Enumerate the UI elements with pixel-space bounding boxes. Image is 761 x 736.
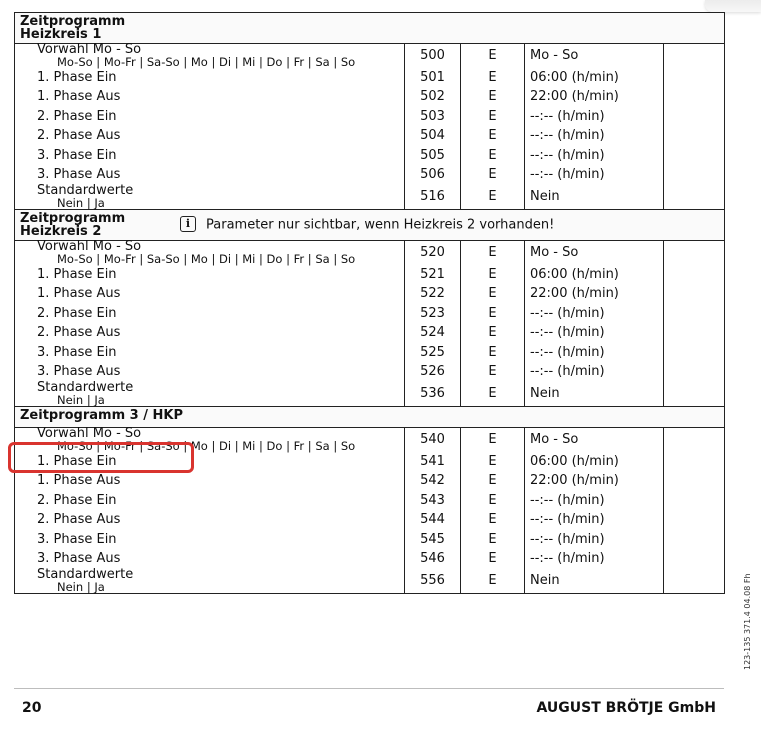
parameter-access: E	[461, 511, 525, 531]
parameter-label-cell	[15, 472, 405, 492]
parameter-label: 2. Phase Ein	[37, 108, 117, 124]
parameter-label: Standardwerte	[37, 380, 134, 395]
section-note	[180, 218, 554, 232]
table-row	[15, 511, 725, 531]
footer-divider	[14, 688, 724, 689]
parameter-label: 3. Phase Aus	[37, 551, 121, 567]
parameter-value: 06:00 (h/min)	[525, 452, 664, 472]
parameter-label: Vorwahl Mo - So	[37, 42, 142, 57]
parameter-label: 3. Phase Ein	[37, 344, 117, 360]
parameter-number: 523	[405, 304, 461, 324]
section-title-line1: Zeitprogramm	[20, 211, 126, 226]
blank-cell	[664, 569, 725, 594]
parameter-label: 1. Phase Ein	[37, 69, 117, 85]
parameter-access: E	[461, 185, 525, 210]
blank-cell	[664, 285, 725, 305]
parameter-label-cell	[15, 569, 405, 594]
parameter-access: E	[461, 530, 525, 550]
parameter-label: 1. Phase Ein	[37, 453, 117, 469]
section-title	[20, 409, 183, 422]
table-row	[15, 569, 725, 594]
parameter-label-cell	[15, 88, 405, 108]
parameter-label: Vorwahl Mo - So	[37, 239, 142, 254]
parameter-value: --:-- (h/min)	[525, 127, 664, 147]
parameter-label: Vorwahl Mo - So	[37, 426, 142, 441]
parameter-access: E	[461, 265, 525, 285]
section-header	[15, 210, 725, 241]
parameter-access: E	[461, 382, 525, 407]
table-row	[15, 530, 725, 550]
parameter-value: --:-- (h/min)	[525, 166, 664, 186]
parameter-value: --:-- (h/min)	[525, 363, 664, 383]
blank-cell	[664, 428, 725, 453]
parameter-options: Nein | Ja	[57, 393, 105, 407]
parameter-label-cell	[15, 428, 405, 453]
section-title-line2: Heizkreis 1	[20, 27, 102, 42]
parameter-access: E	[461, 363, 525, 383]
parameter-access: E	[461, 88, 525, 108]
parameter-access: E	[461, 343, 525, 363]
info-icon: i	[180, 216, 196, 232]
parameter-access: E	[461, 304, 525, 324]
parameter-access: E	[461, 107, 525, 127]
parameter-label: 2. Phase Ein	[37, 305, 117, 321]
parameter-value: 06:00 (h/min)	[525, 68, 664, 88]
parameter-label: Standardwerte	[37, 183, 134, 198]
table-row	[15, 382, 725, 407]
parameter-access: E	[461, 44, 525, 69]
parameter-label-cell	[15, 304, 405, 324]
parameter-number: 525	[405, 343, 461, 363]
parameter-label-cell	[15, 146, 405, 166]
parameter-value: Mo - So	[525, 241, 664, 266]
parameter-label-cell	[15, 382, 405, 407]
table-row	[15, 265, 725, 285]
section-header-wrap	[20, 212, 719, 238]
section-header-wrap	[20, 409, 719, 425]
parameter-number: 503	[405, 107, 461, 127]
parameter-number: 506	[405, 166, 461, 186]
parameter-label-cell	[15, 452, 405, 472]
blank-cell	[664, 127, 725, 147]
parameter-value: Mo - So	[525, 428, 664, 453]
parameter-options: Mo-So | Mo-Fr | Sa-So | Mo | Di | Mi | Do | Fr | Sa | So	[57, 252, 356, 266]
parameter-options: Mo-So | Mo-Fr | Sa-So | Mo | Di | Mi | Do | Fr | Sa | So	[57, 439, 356, 453]
blank-cell	[664, 304, 725, 324]
parameter-number: 540	[405, 428, 461, 453]
parameter-options: Nein | Ja	[57, 196, 105, 210]
table-row	[15, 285, 725, 305]
parameter-value: Mo - So	[525, 44, 664, 69]
table-row	[15, 241, 725, 266]
parameter-number: 536	[405, 382, 461, 407]
blank-cell	[664, 550, 725, 570]
blank-cell	[664, 382, 725, 407]
section-header-cell	[15, 13, 725, 44]
parameter-label: 2. Phase Ein	[37, 492, 117, 508]
parameter-number: 522	[405, 285, 461, 305]
parameter-label-cell	[15, 68, 405, 88]
parameter-label: 1. Phase Aus	[37, 473, 121, 489]
section-note-text: Parameter nur sichtbar, wenn Heizkreis 2 vorhanden!	[206, 217, 555, 233]
parameter-value: --:-- (h/min)	[525, 343, 664, 363]
parameter-label: 1. Phase Ein	[37, 266, 117, 282]
table-row	[15, 68, 725, 88]
section-title-line2: Heizkreis 2	[20, 224, 102, 239]
parameter-label: 3. Phase Ein	[37, 147, 117, 163]
parameter-value: Nein	[525, 185, 664, 210]
table-row	[15, 324, 725, 344]
parameter-label-cell	[15, 491, 405, 511]
parameter-label-cell	[15, 185, 405, 210]
table-row	[15, 88, 725, 108]
parameter-table	[14, 12, 725, 594]
table-row	[15, 491, 725, 511]
parameter-value: 06:00 (h/min)	[525, 265, 664, 285]
company-name: AUGUST BRÖTJE GmbH	[536, 700, 716, 716]
parameter-label: 2. Phase Aus	[37, 128, 121, 144]
parameter-label: 2. Phase Aus	[37, 325, 121, 341]
parameter-label: 1. Phase Aus	[37, 286, 121, 302]
section-title-line1: Zeitprogramm	[20, 14, 126, 29]
parameter-number: 543	[405, 491, 461, 511]
parameter-label-cell	[15, 107, 405, 127]
parameter-label-cell	[15, 343, 405, 363]
parameter-label-cell	[15, 127, 405, 147]
parameter-access: E	[461, 452, 525, 472]
section-header	[15, 407, 725, 428]
parameter-number: 526	[405, 363, 461, 383]
parameter-label: 3. Phase Aus	[37, 167, 121, 183]
blank-cell	[664, 363, 725, 383]
parameter-label: 3. Phase Aus	[37, 364, 121, 380]
parameter-number: 521	[405, 265, 461, 285]
parameter-label-cell	[15, 44, 405, 69]
parameter-number: 520	[405, 241, 461, 266]
page-number: 20	[22, 700, 42, 716]
parameter-access: E	[461, 68, 525, 88]
parameter-value: --:-- (h/min)	[525, 530, 664, 550]
parameter-number: 556	[405, 569, 461, 594]
parameter-value: --:-- (h/min)	[525, 511, 664, 531]
parameter-value: --:-- (h/min)	[525, 324, 664, 344]
parameter-value: --:-- (h/min)	[525, 491, 664, 511]
section-header-cell	[15, 407, 725, 428]
parameter-access: E	[461, 324, 525, 344]
document-code: 123-135 371.4 04.08 Fh	[743, 573, 752, 670]
parameter-number: 542	[405, 472, 461, 492]
section-header-wrap	[20, 15, 719, 41]
blank-cell	[664, 241, 725, 266]
blank-cell	[664, 511, 725, 531]
section-header-cell	[15, 210, 725, 241]
blank-cell	[664, 146, 725, 166]
table-row	[15, 185, 725, 210]
blank-cell	[664, 324, 725, 344]
parameter-number: 501	[405, 68, 461, 88]
table-row	[15, 304, 725, 324]
table-row	[15, 44, 725, 69]
table-row	[15, 472, 725, 492]
blank-cell	[664, 68, 725, 88]
table-row	[15, 146, 725, 166]
blank-cell	[664, 343, 725, 363]
section-title	[20, 212, 125, 238]
section-header	[15, 13, 725, 44]
blank-cell	[664, 472, 725, 492]
parameter-access: E	[461, 127, 525, 147]
parameter-value: --:-- (h/min)	[525, 146, 664, 166]
table-row	[15, 452, 725, 472]
parameter-options: Mo-So | Mo-Fr | Sa-So | Mo | Di | Mi | Do | Fr | Sa | So	[57, 55, 356, 69]
parameter-options: Nein | Ja	[57, 580, 105, 594]
blank-cell	[664, 44, 725, 69]
section-title	[20, 15, 125, 41]
blank-cell	[664, 107, 725, 127]
parameter-number: 541	[405, 452, 461, 472]
parameter-access: E	[461, 166, 525, 186]
parameter-label-cell	[15, 511, 405, 531]
corner-shadow	[705, 0, 761, 12]
parameter-label-cell	[15, 530, 405, 550]
parameter-value: --:-- (h/min)	[525, 304, 664, 324]
blank-cell	[664, 185, 725, 210]
parameter-value: --:-- (h/min)	[525, 107, 664, 127]
parameter-access: E	[461, 569, 525, 594]
parameter-access: E	[461, 146, 525, 166]
parameter-value: Nein	[525, 382, 664, 407]
parameter-label: 1. Phase Aus	[37, 89, 121, 105]
parameter-number: 500	[405, 44, 461, 69]
parameter-label: Standardwerte	[37, 567, 134, 582]
parameter-number: 544	[405, 511, 461, 531]
parameter-number: 516	[405, 185, 461, 210]
parameter-label-cell	[15, 285, 405, 305]
parameter-access: E	[461, 491, 525, 511]
table-row	[15, 127, 725, 147]
parameter-value: --:-- (h/min)	[525, 550, 664, 570]
parameter-label-cell	[15, 324, 405, 344]
parameter-number: 546	[405, 550, 461, 570]
parameter-number: 502	[405, 88, 461, 108]
parameter-value: 22:00 (h/min)	[525, 88, 664, 108]
parameter-number: 524	[405, 324, 461, 344]
parameter-label-cell	[15, 241, 405, 266]
blank-cell	[664, 88, 725, 108]
parameter-label-cell	[15, 265, 405, 285]
parameter-number: 545	[405, 530, 461, 550]
parameter-access: E	[461, 285, 525, 305]
parameter-value: 22:00 (h/min)	[525, 472, 664, 492]
table-row	[15, 343, 725, 363]
parameter-access: E	[461, 241, 525, 266]
parameter-access: E	[461, 472, 525, 492]
parameter-label: 3. Phase Ein	[37, 531, 117, 547]
blank-cell	[664, 265, 725, 285]
parameter-number: 504	[405, 127, 461, 147]
table-row	[15, 107, 725, 127]
parameter-value: Nein	[525, 569, 664, 594]
parameter-value: 22:00 (h/min)	[525, 285, 664, 305]
parameter-access: E	[461, 550, 525, 570]
blank-cell	[664, 530, 725, 550]
blank-cell	[664, 491, 725, 511]
parameter-access: E	[461, 428, 525, 453]
parameter-label: 2. Phase Aus	[37, 512, 121, 528]
table-row	[15, 428, 725, 453]
blank-cell	[664, 166, 725, 186]
section-title-line1: Zeitprogramm 3 / HKP	[20, 408, 183, 423]
parameter-number: 505	[405, 146, 461, 166]
blank-cell	[664, 452, 725, 472]
